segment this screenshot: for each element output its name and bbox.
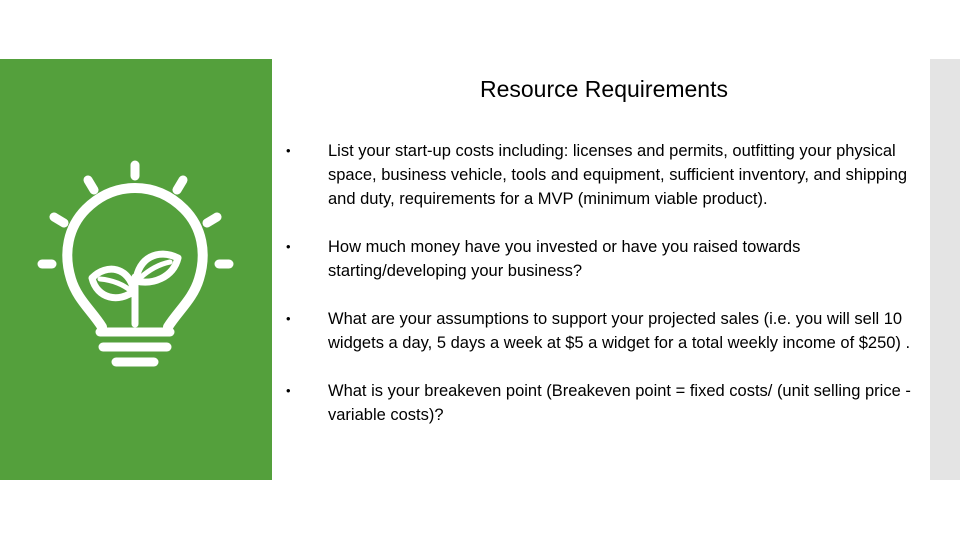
right-gray-strip [930, 59, 960, 480]
bullet-text: What are your assumptions to support your projected sales (i.e. you will sell 10 widgets a day, 5 days a week at $5 a widget for a total weekly income of $250) . [328, 310, 911, 352]
bullet-item-startup-costs [286, 139, 926, 211]
bullet-text: What is your breakeven point (Breakeven point = fixed costs/ (unit selling price - variable costs)? [328, 382, 911, 424]
green-side-panel [0, 59, 272, 480]
slide-title: Resource Requirements [479, 76, 728, 102]
bullet-marker: • [286, 143, 291, 158]
bullet-item-sales-assumptions [286, 307, 926, 355]
bullet-marker: • [286, 239, 291, 254]
bullet-text: How much money have you invested or have you raised towards starting/developing your business? [328, 238, 801, 280]
bullet-item-money-invested [286, 235, 926, 283]
lightbulb-with-sprout-icon [0, 59, 272, 480]
bullet-marker: • [286, 383, 291, 398]
bullet-text: List your start-up costs including: licenses and permits, outfitting your physical space, business vehicle, tools and equipment, sufficient inventory, and shipping and duty, requirements for a MVP (minimum viable product). [328, 142, 908, 208]
bullet-list [286, 139, 926, 427]
bullet-item-breakeven-point [286, 379, 926, 427]
bullet-marker: • [286, 311, 291, 326]
